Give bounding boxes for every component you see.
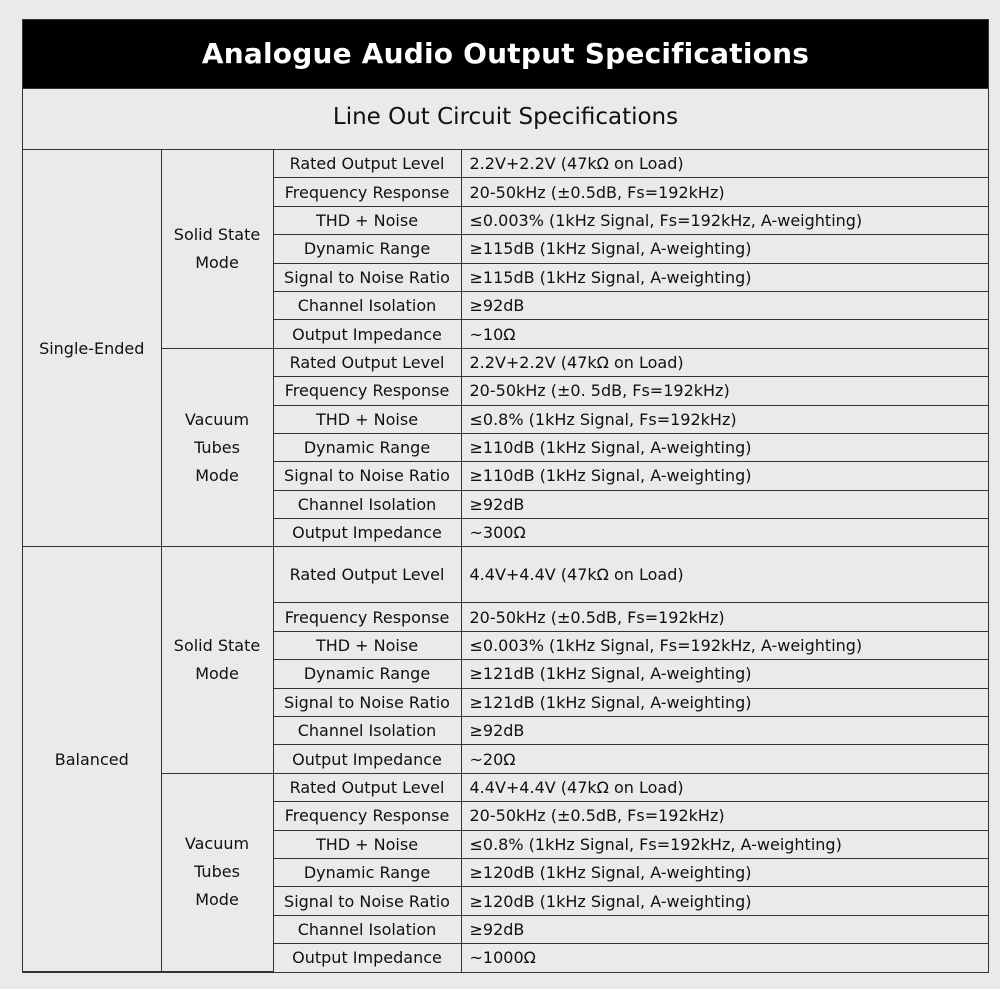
- parameter-value: 20-50kHz (±0. 5dB, Fs=192kHz): [461, 377, 988, 405]
- table-row: [23, 150, 988, 178]
- mode-label-line: Mode: [195, 664, 239, 684]
- parameter-name: Channel Isolation: [273, 490, 461, 518]
- mode-label-line: Mode: [195, 890, 239, 910]
- parameter-value: ≥115dB (1kHz Signal, A-weighting): [461, 263, 988, 291]
- mode-cell: [161, 547, 273, 773]
- parameter-name: Signal to Noise Ratio: [273, 263, 461, 291]
- mode-label-line: Solid State: [173, 224, 261, 244]
- table-row: [23, 348, 988, 376]
- parameter-name: Channel Isolation: [273, 291, 461, 319]
- parameter-name: Channel Isolation: [273, 717, 461, 745]
- parameter-name: Rated Output Level: [273, 773, 461, 801]
- mode-label-line: Mode: [195, 252, 239, 272]
- parameter-name: Dynamic Range: [273, 235, 461, 263]
- parameter-value: ≤0.8% (1kHz Signal, Fs=192kHz, A-weighting): [461, 830, 988, 858]
- parameter-value: ≥110dB (1kHz Signal, A-weighting): [461, 433, 988, 461]
- mode-cell: [161, 348, 273, 547]
- mode-label-line: Vacuum: [184, 834, 250, 854]
- parameter-value: ≤0.003% (1kHz Signal, Fs=192kHz, A-weighting): [461, 631, 988, 659]
- parameter-name: Output Impedance: [273, 519, 461, 547]
- parameter-value: 20-50kHz (±0.5dB, Fs=192kHz): [461, 603, 988, 631]
- parameter-value: ≥110dB (1kHz Signal, A-weighting): [461, 462, 988, 490]
- parameter-name: Rated Output Level: [273, 348, 461, 376]
- output-type-cell: Balanced: [23, 547, 161, 972]
- parameter-value: ≥92dB: [461, 915, 988, 943]
- spec-sheet: [22, 19, 989, 973]
- parameter-value: ≥92dB: [461, 717, 988, 745]
- parameter-value: ≤0.8% (1kHz Signal, Fs=192kHz): [461, 405, 988, 433]
- parameter-name: Rated Output Level: [273, 547, 461, 603]
- parameter-value: ~20Ω: [461, 745, 988, 773]
- parameter-value: 2.2V+2.2V (47kΩ on Load): [461, 150, 988, 178]
- spec-table: [23, 150, 988, 972]
- parameter-name: Dynamic Range: [273, 858, 461, 886]
- parameter-value: ≥120dB (1kHz Signal, A-weighting): [461, 858, 988, 886]
- parameter-name: Dynamic Range: [273, 433, 461, 461]
- mode-label-line: Tubes: [194, 862, 240, 882]
- mode-label-line: Vacuum: [184, 409, 250, 429]
- mode-cell: [161, 150, 273, 348]
- parameter-value: ≥92dB: [461, 291, 988, 319]
- parameter-name: Output Impedance: [273, 944, 461, 972]
- parameter-value: ≥121dB (1kHz Signal, A-weighting): [461, 660, 988, 688]
- mode-label-line: Mode: [195, 465, 239, 485]
- parameter-name: Rated Output Level: [273, 150, 461, 178]
- parameter-value: ≥115dB (1kHz Signal, A-weighting): [461, 235, 988, 263]
- mode-label-line: Solid State: [173, 636, 261, 656]
- parameter-name: Frequency Response: [273, 603, 461, 631]
- parameter-name: THD + Noise: [273, 405, 461, 433]
- parameter-value: 20-50kHz (±0.5dB, Fs=192kHz): [461, 802, 988, 830]
- table-row: [23, 547, 988, 603]
- parameter-name: THD + Noise: [273, 830, 461, 858]
- parameter-name: Frequency Response: [273, 377, 461, 405]
- parameter-name: THD + Noise: [273, 631, 461, 659]
- parameter-value: ~10Ω: [461, 320, 988, 348]
- parameter-value: ≤0.003% (1kHz Signal, Fs=192kHz, A-weighting): [461, 206, 988, 234]
- parameter-value: ~300Ω: [461, 519, 988, 547]
- mode-cell: [161, 773, 273, 971]
- parameter-name: Output Impedance: [273, 745, 461, 773]
- parameter-name: Signal to Noise Ratio: [273, 688, 461, 716]
- parameter-value: ≥120dB (1kHz Signal, A-weighting): [461, 887, 988, 915]
- section-subtitle: Line Out Circuit Specifications: [23, 88, 988, 150]
- parameter-name: THD + Noise: [273, 206, 461, 234]
- parameter-value: 4.4V+4.4V (47kΩ on Load): [461, 547, 988, 603]
- parameter-value: ≥92dB: [461, 490, 988, 518]
- parameter-name: Channel Isolation: [273, 915, 461, 943]
- parameter-value: ~1000Ω: [461, 944, 988, 972]
- parameter-value: 20-50kHz (±0.5dB, Fs=192kHz): [461, 178, 988, 206]
- output-type-cell: Single-Ended: [23, 150, 161, 547]
- parameter-name: Dynamic Range: [273, 660, 461, 688]
- mode-label-line: Tubes: [194, 437, 240, 457]
- parameter-value: 4.4V+4.4V (47kΩ on Load): [461, 773, 988, 801]
- parameter-value: ≥121dB (1kHz Signal, A-weighting): [461, 688, 988, 716]
- parameter-name: Output Impedance: [273, 320, 461, 348]
- page-title: Analogue Audio Output Specifications: [23, 20, 988, 88]
- table-row: [23, 773, 988, 801]
- parameter-name: Frequency Response: [273, 178, 461, 206]
- parameter-name: Signal to Noise Ratio: [273, 887, 461, 915]
- parameter-name: Frequency Response: [273, 802, 461, 830]
- parameter-value: 2.2V+2.2V (47kΩ on Load): [461, 348, 988, 376]
- parameter-name: Signal to Noise Ratio: [273, 462, 461, 490]
